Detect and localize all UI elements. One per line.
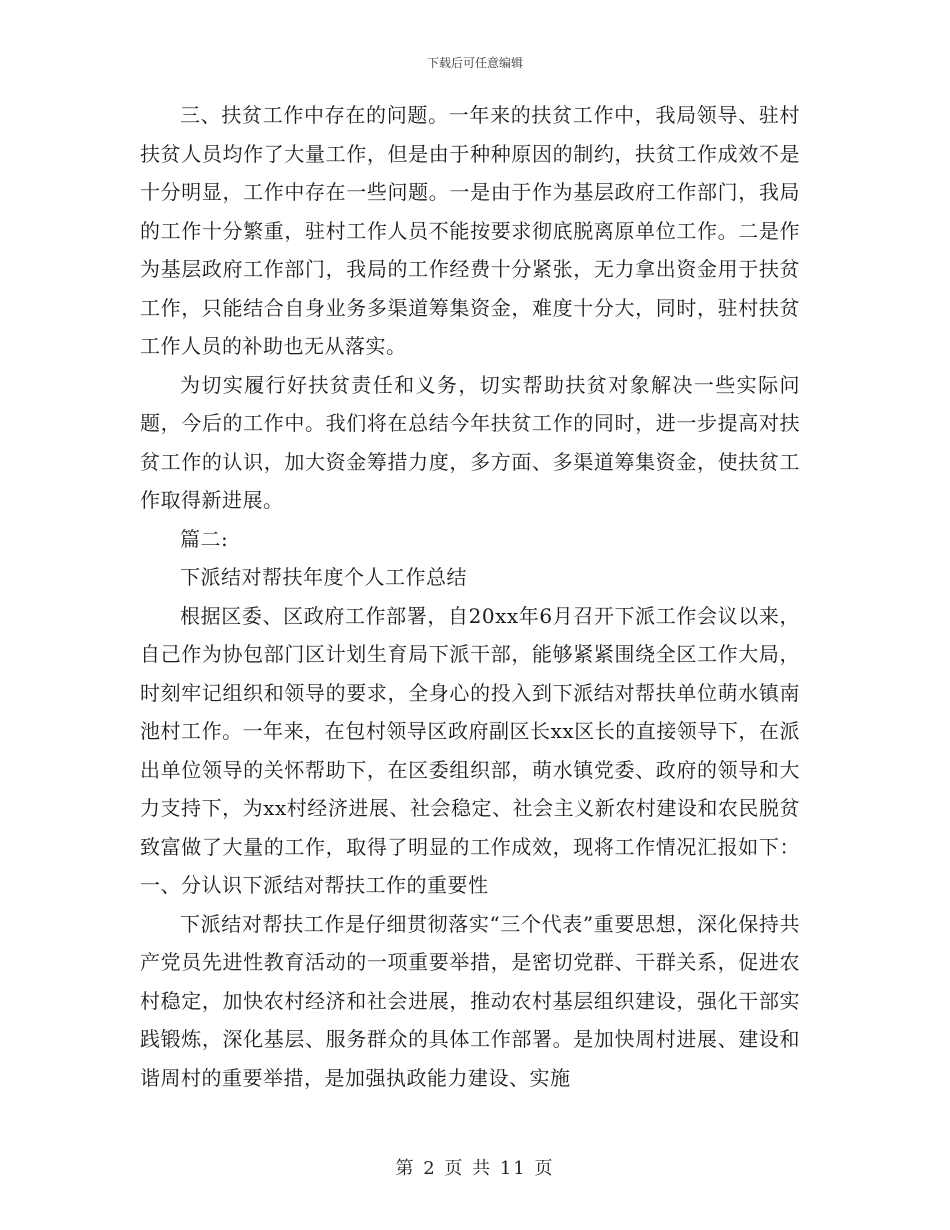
section-label: 篇二: — [180, 526, 229, 551]
paragraph-problems: 三、扶贫工作中存在的问题。一年来的扶贫工作中，我局领导、驻村扶贫人员均作了大量工作，但是由于种种原因的制约，扶贫工作成效不是十分明显，工作中存在一些问题。一是由于作为基层政府工作部门，我局的工作十分繁重，驻村工作人员不能按要求彻底脱离原单位工作。二是作为基层政府工作部门，我局的工作经费十分紧张，无力拿出资金用于扶贫工作，只能结合自身业务多渠道筹集资金，难度十分大，同时，驻村扶贫工作人员的补助也无从落实。 — [140, 103, 800, 358]
paragraph-future-work: 为切实履行好扶贫责任和义务，切实帮助扶贫对象解决一些实际问题，今后的工作中。我们将在总结今年扶贫工作的同时，进一步提高对扶贫工作的认识，加大资金筹措力度，多方面、多渠道筹集资金，使扶贫工作取得新进展。 — [140, 372, 800, 512]
page-number: 第 2 页 共 11 页 — [395, 1158, 555, 1179]
paragraph-importance: 下派结对帮扶工作是仔细贯彻落实“三个代表”重要思想，深化保持共产党员先进性教育活动的一项重要举措，是密切党群、干群关系，促进农村稳定，加快农村经济和社会进展，推动农村基层组织建设，强化干部实践锻炼，深化基层、服务群众的具体工作部署。是加快周村进展、建设和谐周村的重要举措，是加强执政能力建设、实施 — [140, 911, 800, 1090]
section-title: 下派结对帮扶年度个人工作总结 — [180, 565, 467, 589]
header-note: 下载后可任意编辑 — [426, 56, 523, 70]
document-body — [140, 96, 800, 1097]
paragraph-background: 根据区委、区政府工作部署，自20xx年6月召开下派工作会议以来，自己作为协包部门区计划生育局下派干部，能够紧紧围绕全区工作大局，时刻牢记组织和领导的要求，全身心的投入到下派结对帮扶单位萌水镇南池村工作。一年来，在包村领导区政府副区长xx区长的直接领导下，在派出单位领导的关怀帮助下，在区委组织部，萌水镇党委、政府的领导和大力支持下，为xx村经济进展、社会稳定、社会主义新农村建设和农民脱贫致富做了大量的工作，取得了明显的工作成效，现将工作情况汇报如下：一、分认识下派结对帮扶工作的重要性 — [140, 603, 800, 897]
